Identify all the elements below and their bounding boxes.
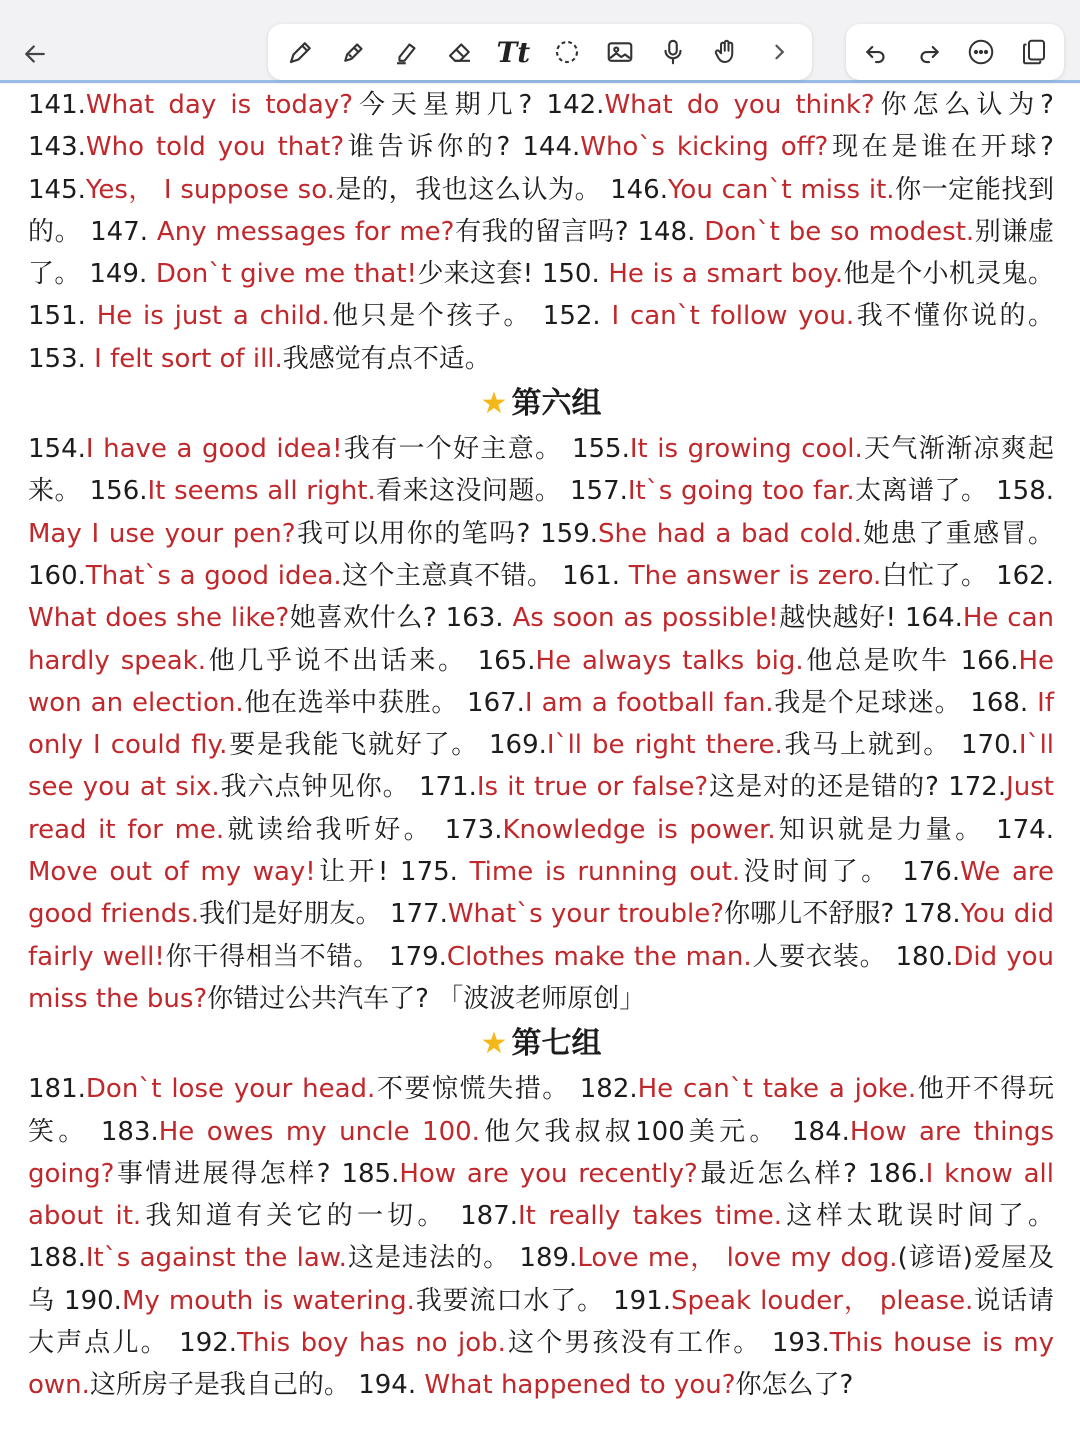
entry-number: 181. xyxy=(28,1074,86,1105)
english-phrase: I`ll see you at six. xyxy=(28,730,1055,803)
chinese-translation: 他开不得玩笑。 xyxy=(28,1074,1054,1147)
chinese-translation: 事情进展得怎样? xyxy=(114,1158,331,1189)
english-phrase: Time is running out. xyxy=(469,857,741,888)
toolbar-divider xyxy=(0,80,1080,83)
chinese-translation: 我不懂你说的。 xyxy=(854,301,1054,332)
document-actions-bar xyxy=(846,24,1064,80)
english-phrase: He won an election. xyxy=(28,645,1054,718)
phrase-entry xyxy=(562,561,987,591)
group-title-text: 第六组 xyxy=(511,386,602,422)
english-phrase: She had a bad cold. xyxy=(598,518,862,549)
entry-number: 166. xyxy=(960,645,1019,676)
entry-number: 152. xyxy=(542,301,612,332)
entry-number: 157. xyxy=(569,476,628,507)
entry-number: 151. xyxy=(28,301,97,332)
english-phrase: You can`t miss it. xyxy=(667,174,895,205)
phrase-entry xyxy=(522,132,1054,162)
entry-number: 182. xyxy=(579,1074,638,1105)
phrase-entry xyxy=(28,132,510,162)
lasso-icon[interactable] xyxy=(542,27,592,77)
entry-number: 184. xyxy=(791,1116,850,1147)
english-phrase: He can hardly speak. xyxy=(28,603,1055,676)
chinese-translation: 有我的留言吗? xyxy=(454,216,629,247)
chinese-translation: 我是个足球迷。 xyxy=(773,687,962,718)
chevron-right-icon[interactable] xyxy=(754,27,804,77)
entry-number: 146. xyxy=(610,174,668,205)
english-phrase: Don`t be so modest. xyxy=(704,216,975,247)
english-phrase: He owes my uncle 100. xyxy=(158,1116,480,1147)
phrase-entry xyxy=(547,90,1054,120)
chinese-translation: 你怎么认为? xyxy=(874,90,1054,120)
english-phrase: This boy has no job. xyxy=(237,1328,506,1359)
english-phrase: Who told you that? xyxy=(85,132,345,163)
english-phrase: As soon as possible! xyxy=(512,603,779,634)
english-phrase: My mouth is watering. xyxy=(121,1285,415,1316)
phrase-entry xyxy=(28,1074,570,1104)
chinese-translation: 谁告诉你的? xyxy=(344,132,511,163)
entry-number: 191. xyxy=(613,1285,672,1316)
chinese-translation: 我知道有关它的一切。 xyxy=(141,1201,448,1232)
phrase-paragraph xyxy=(28,428,1054,1020)
entry-number: 183. xyxy=(100,1116,159,1147)
entry-number: 175. xyxy=(400,857,470,888)
chinese-translation: 你错过公共汽车了? xyxy=(207,983,429,1014)
phrase-entry xyxy=(543,301,1054,331)
english-phrase: Move out of my way! xyxy=(28,857,316,888)
english-phrase: That`s a good idea. xyxy=(85,560,342,591)
phrase-entry xyxy=(389,942,886,972)
entry-number: 169. xyxy=(489,730,547,761)
entry-number: 145. xyxy=(28,174,86,205)
chinese-translation: 要是我能飞就好了。 xyxy=(227,730,479,761)
chinese-translation: 就读给我听好。 xyxy=(224,814,433,845)
phrase-entry xyxy=(89,259,533,289)
hand-icon[interactable] xyxy=(701,27,751,77)
english-phrase: Who`s kicking off? xyxy=(580,132,829,163)
chinese-translation: 我可以用你的笔吗? xyxy=(295,518,531,549)
phrase-entry xyxy=(90,476,562,506)
phrase-entry xyxy=(28,301,532,331)
chinese-translation: 越快越好! xyxy=(778,603,897,634)
english-phrase: It really takes time. xyxy=(518,1201,783,1232)
english-phrase: It is growing cool. xyxy=(629,434,863,465)
undo-icon[interactable] xyxy=(851,27,901,77)
chinese-translation: 这是违法的。 xyxy=(346,1243,511,1274)
phrase-entry xyxy=(400,857,891,887)
phrase-entry xyxy=(179,1328,761,1358)
pen-icon[interactable] xyxy=(329,27,379,77)
phrase-entry xyxy=(540,519,1054,549)
entry-number: 144. xyxy=(522,132,581,163)
phrase-entry xyxy=(28,175,601,205)
chinese-translation: 她患了重感冒。 xyxy=(861,518,1054,549)
chinese-translation: 她喜欢什么? xyxy=(289,603,437,634)
star-icon: ★ xyxy=(480,1026,508,1062)
chinese-translation: 我有一个好主意。 xyxy=(342,434,563,465)
entry-number: 155. xyxy=(571,434,630,465)
english-phrase: What`s your trouble? xyxy=(447,899,725,930)
entry-number: 142. xyxy=(546,90,605,120)
phrase-entry xyxy=(570,476,987,506)
phrase-entry xyxy=(467,688,961,718)
english-phrase: Yes， I suppose so. xyxy=(85,174,335,205)
chinese-translation: 他在选举中获胜。 xyxy=(243,687,459,718)
entry-number: 143. xyxy=(28,132,86,163)
group-title xyxy=(28,1020,1054,1068)
chinese-translation: 我马上就到。 xyxy=(782,730,951,761)
english-phrase: How are things going? xyxy=(28,1116,1054,1189)
english-phrase: What happened to you? xyxy=(424,1370,736,1401)
text-tool-icon[interactable]: Tt xyxy=(496,35,531,69)
chinese-translation: 你一定能找到的。 xyxy=(28,174,1054,247)
chinese-translation: 让开! xyxy=(315,857,389,888)
english-phrase: I felt sort of ill. xyxy=(94,343,283,374)
chinese-translation: (谚语)爱屋及乌 xyxy=(28,1243,1055,1316)
entry-number: 165. xyxy=(477,645,536,676)
phrase-entry xyxy=(90,217,628,247)
pencil-icon[interactable] xyxy=(276,27,326,77)
back-button[interactable] xyxy=(10,26,76,82)
microphone-icon[interactable] xyxy=(648,27,698,77)
chinese-translation: 说话请大声点儿。 xyxy=(28,1285,1054,1359)
phrase-entry xyxy=(28,1243,510,1273)
group-title-text: 第七组 xyxy=(511,1026,602,1062)
english-phrase: What do you think? xyxy=(604,90,875,120)
entry-number: 188. xyxy=(28,1243,86,1274)
chinese-translation: 他几乎说不出话来。 xyxy=(206,645,467,676)
highlighter-icon[interactable] xyxy=(382,27,432,77)
chinese-translation: 他是个小机灵鬼。 xyxy=(843,259,1054,290)
group-title xyxy=(28,380,1054,428)
phrase-entry xyxy=(28,561,553,591)
english-phrase: He can`t take a joke. xyxy=(637,1074,917,1105)
chinese-translation: 看来这没问题。 xyxy=(375,476,562,507)
english-phrase: What does she like? xyxy=(28,603,290,634)
entry-number: 167. xyxy=(467,687,525,718)
phrase-entry xyxy=(460,1201,1054,1231)
phrase-entry xyxy=(28,434,562,464)
entry-number: 193. xyxy=(771,1328,830,1359)
entry-number: 141. xyxy=(28,90,86,120)
chinese-translation: 今天星期几? xyxy=(353,90,533,120)
english-phrase: He always talks big. xyxy=(535,645,804,676)
app-toolbar xyxy=(0,0,1080,84)
drawing-tools-bar xyxy=(268,24,812,80)
phrase-entry xyxy=(341,1159,856,1189)
chinese-translation: 这个主意真不错。 xyxy=(341,560,554,591)
english-phrase: Knowledge is power. xyxy=(502,814,776,845)
entry-number: 147. xyxy=(90,216,157,247)
chinese-translation: 别谦虚了。 xyxy=(28,216,1055,290)
star-icon: ★ xyxy=(480,386,508,422)
chinese-translation: 我感觉有点不适。 xyxy=(282,343,491,374)
chinese-translation: 不要惊慌失措。 xyxy=(375,1074,570,1105)
english-phrase: Is it true or false? xyxy=(476,772,709,803)
entry-number: 172. xyxy=(948,772,1007,803)
chinese-translation: 少来这套! xyxy=(416,259,534,290)
entry-number: 185. xyxy=(341,1158,400,1189)
redo-icon[interactable] xyxy=(904,27,954,77)
more-icon[interactable] xyxy=(956,27,1006,77)
chinese-translation: 这个男孩没有工作。 xyxy=(505,1328,762,1359)
eraser-icon[interactable] xyxy=(435,27,485,77)
chinese-translation: 他欠我叔叔100美元。 xyxy=(479,1116,780,1147)
chinese-translation: 白忙了。 xyxy=(881,560,988,591)
phrase-entry xyxy=(390,899,894,929)
phrase-entry xyxy=(28,344,491,374)
chinese-translation: 天气渐渐凉爽起来。 xyxy=(28,434,1054,507)
entry-number: 150. xyxy=(541,259,609,290)
note-content xyxy=(28,84,1054,1407)
chinese-translation: 人要衣装。 xyxy=(751,941,887,972)
english-phrase: Just read it for me. xyxy=(28,772,1054,845)
entry-number: 192. xyxy=(179,1328,238,1359)
image-icon[interactable] xyxy=(595,27,645,77)
chinese-translation: 太离谱了。 xyxy=(854,476,988,507)
english-phrase: It`s against the law. xyxy=(85,1243,347,1274)
english-phrase: The answer is zero. xyxy=(628,560,882,591)
english-phrase: I know all about it. xyxy=(28,1158,1055,1232)
entry-number: 178. xyxy=(902,899,961,930)
entry-number: 171. xyxy=(418,772,477,803)
entry-number: 149. xyxy=(89,259,156,290)
chinese-translation: 我要流口水了。 xyxy=(414,1285,604,1316)
english-phrase: Clothes make the man. xyxy=(446,941,752,972)
phrase-entry xyxy=(445,815,985,845)
english-phrase: Any messages for me? xyxy=(156,216,455,247)
english-phrase: It`s going too far. xyxy=(627,476,855,507)
english-phrase: If only I could fly. xyxy=(28,687,1054,761)
entry-number: 170. xyxy=(961,730,1019,761)
entry-number: 189. xyxy=(519,1243,578,1274)
entry-number: 148. xyxy=(637,216,705,247)
entry-number: 179. xyxy=(389,941,447,972)
entry-number: 174. xyxy=(996,814,1054,845)
chinese-translation: 最近怎么样? xyxy=(697,1158,857,1189)
english-phrase: This house is my own. xyxy=(28,1328,1054,1401)
entry-number: 154. xyxy=(28,434,86,465)
english-phrase: Did you miss the bus? xyxy=(28,941,1054,1014)
entry-number: 177. xyxy=(389,899,448,930)
entry-number: 180. xyxy=(895,941,954,972)
entry-number: 164. xyxy=(904,603,963,634)
phrase-paragraph xyxy=(28,1068,1054,1406)
chinese-translation: 他总是吹牛 xyxy=(803,645,950,676)
entry-number: 153. xyxy=(28,343,95,374)
phrase-entry xyxy=(446,603,896,633)
english-phrase: I`ll be right there. xyxy=(546,730,783,761)
chinese-translation: 没时间了。 xyxy=(740,857,891,888)
entry-number: 162. xyxy=(996,560,1054,591)
phrase-entry xyxy=(358,1370,853,1400)
chinese-translation: 我们是好朋友。 xyxy=(199,899,382,930)
entry-number: 176. xyxy=(902,857,961,888)
entry-number: 190. xyxy=(64,1285,122,1316)
chinese-translation: 你干得相当不错。 xyxy=(164,941,380,972)
phrase-entry xyxy=(542,259,1054,289)
entry-number: 173. xyxy=(444,814,503,845)
english-phrase: I can`t follow you. xyxy=(611,301,855,332)
pages-icon[interactable] xyxy=(1009,27,1059,77)
phrase-entry xyxy=(64,1286,604,1316)
english-phrase: He is just a child. xyxy=(96,301,330,332)
english-phrase: You did fairly well! xyxy=(28,899,1054,972)
author-credit: 「波波老师原创」 xyxy=(437,983,646,1014)
english-phrase: We are good friends. xyxy=(28,857,1054,930)
entry-number: 194. xyxy=(358,1370,425,1401)
english-phrase: Speak louder， please. xyxy=(671,1285,974,1316)
chinese-translation: 这所房子是我自己的。 xyxy=(89,1370,350,1401)
entry-number: 160. xyxy=(28,560,86,591)
phrase-entry xyxy=(419,772,939,802)
english-phrase: I am a football fan. xyxy=(524,687,774,718)
english-phrase: Love me， love my dog. xyxy=(577,1243,898,1274)
entry-number: 159. xyxy=(540,518,599,549)
entry-number: 156. xyxy=(89,476,148,507)
phrase-entry xyxy=(489,730,951,760)
entry-number: 161. xyxy=(562,560,629,591)
phrase-entry xyxy=(101,1117,780,1147)
entry-number: 186. xyxy=(867,1158,926,1189)
english-phrase: I have a good idea! xyxy=(85,434,343,465)
phrase-paragraph xyxy=(28,84,1054,380)
entry-number: 168. xyxy=(970,687,1038,718)
english-phrase: He is a smart boy. xyxy=(608,259,844,290)
entry-number: 187. xyxy=(460,1201,518,1232)
chinese-translation: 是的，我也这么认为。 xyxy=(334,174,602,205)
chinese-translation: 他只是个孩子。 xyxy=(329,301,532,332)
phrase-entry xyxy=(478,646,950,676)
chinese-translation: 我六点钟见你。 xyxy=(219,772,410,803)
chinese-translation: 这是对的还是错的? xyxy=(708,772,939,803)
arrow-left-icon xyxy=(10,29,60,79)
chinese-translation: 知识就是力量。 xyxy=(775,814,985,845)
chinese-translation: 现在是谁在开球? xyxy=(828,132,1054,163)
chinese-translation: 你哪儿不舒服? xyxy=(724,899,895,930)
entry-number: 163. xyxy=(445,603,513,634)
english-phrase: What day is today? xyxy=(85,90,354,120)
chinese-translation: 你怎么了? xyxy=(735,1370,854,1401)
english-phrase: Don`t give me that! xyxy=(155,259,417,290)
entry-number: 158. xyxy=(996,476,1054,507)
english-phrase: Don`t lose your head. xyxy=(85,1074,376,1105)
chinese-translation: 这样太耽误时间了。 xyxy=(782,1201,1054,1232)
english-phrase: How are you recently? xyxy=(399,1158,698,1189)
english-phrase: May I use your pen? xyxy=(28,518,296,549)
english-phrase: It seems all right. xyxy=(147,476,376,507)
phrase-entry xyxy=(28,90,532,120)
